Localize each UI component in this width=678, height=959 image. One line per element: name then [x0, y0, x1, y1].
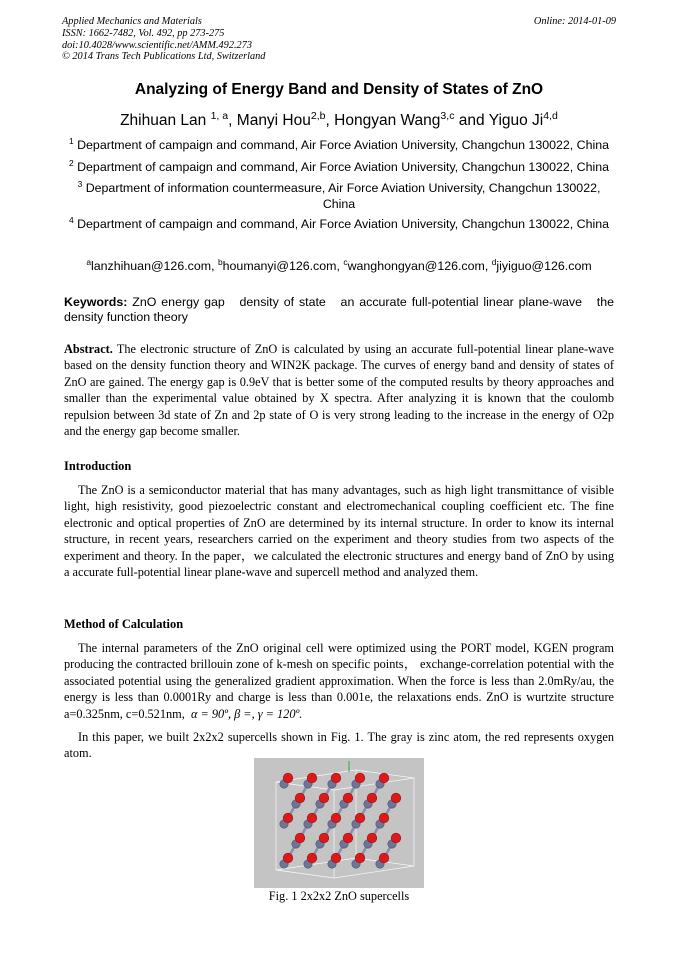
abstract — [64, 341, 614, 439]
oxygen-atom — [355, 813, 365, 823]
affiliation-number: 4 — [68, 214, 74, 225]
method-paragraph-2: In this paper, we built 2x2x2 supercells shown in Fig. 1. The gray is zinc atom, the red represents oxygen atom. — [64, 730, 614, 761]
section-heading-introduction: Introduction — [64, 459, 132, 473]
email-separator: , — [211, 259, 218, 273]
paper-title: Analyzing of Energy Band and Density of States of ZnO — [134, 81, 544, 98]
section-heading-method: Method of Calculation — [64, 617, 184, 631]
keywords — [64, 295, 618, 324]
keywords-label: Keywords: — [64, 295, 128, 309]
oxygen-atom — [379, 773, 389, 783]
oxygen-atom — [319, 793, 329, 803]
affiliation-text: Department of information countermeasure, Air Force Aviation University, Changchun 130022, China — [85, 181, 601, 211]
affiliation-number: 2 — [68, 157, 74, 168]
affiliation-4 — [64, 214, 614, 233]
supercell-figure — [254, 758, 424, 888]
abstract-text: The electronic structure of ZnO is calculated by using an accurate full-potential linear plane-wave based on the density function theory and WIN2K package. The curves of energy band and density of states of ZnO are gained. The energy gap is 0.9eV that is better some of the computed results by theory approaches and smaller than the experimental value obtained by X spectra. After analyzing it is known that the coulomb repulsion between 3d state of Zn and 2p state of O is very strong leading to the increase in the energy of O2p and the energy gap become smaller. — [64, 342, 614, 439]
lattice-angles: α = 90º, β =, γ = 120º. — [190, 706, 303, 721]
email-list — [0, 256, 678, 273]
oxygen-atom — [391, 793, 401, 803]
author-affiliation-marker: 3,c — [440, 109, 455, 122]
author-name: Yiguo Ji — [488, 112, 544, 129]
affiliation-number: 3 — [77, 178, 83, 189]
introduction-paragraph: The ZnO is a semiconductor material that has many advantages, such as high light transmittance of visible light, high resistivity, good piezoelectric constant and electromechanical coupling coefficient etc. The fine electronic and optical properties of ZnO are determined by its internal structure. In order to know its internal structure, in recent years, researchers carried on the experiment and theory studies from two aspects of the experiment and theory. In the paper，we calculated the electronic structures and energy band of ZnO by using a accurate full-potential linear plane-wave and supercell method and analyzed them. — [64, 483, 614, 580]
oxygen-atom — [367, 833, 377, 843]
figure-caption: Fig. 1 2x2x2 ZnO supercells — [268, 889, 410, 903]
oxygen-atom — [343, 833, 353, 843]
journal-name: Applied Mechanics and Materials — [62, 16, 202, 27]
email-marker: a — [86, 256, 92, 267]
email-marker: b — [217, 256, 223, 267]
oxygen-atom — [355, 773, 365, 783]
email-marker: c — [343, 256, 348, 267]
email-address[interactable]: lanzhihuan@126.com — [91, 259, 212, 273]
oxygen-atom — [307, 813, 317, 823]
affiliation-3 — [64, 178, 614, 212]
journal-issn: ISSN: 1662-7482, Vol. 492, pp 273-275 — [62, 27, 225, 39]
author-affiliation-marker: 1, a — [210, 109, 229, 122]
author-affiliation-marker: 2,b — [310, 109, 326, 122]
email-address[interactable]: wanghongyan@126.com — [347, 259, 485, 273]
email-separator: , — [336, 259, 344, 273]
oxygen-atom — [331, 813, 341, 823]
oxygen-atom — [307, 853, 317, 863]
oxygen-atom — [319, 833, 329, 843]
author-separator: , — [228, 112, 237, 129]
method-text: The internal parameters of the ZnO original cell were optimized using the PORT model, KGEN program producing the contracted brillouin zone of k-mesh on specific points， exchange-correlation potential with the associated potential using the generalized gradient approximation. When the force is less than 2.0mRy/au, the energy is less than 0.0001Ry and charge is less than 0.001e, the relaxations ends. ZnO is wurtzite structure a=0.325nm, c=0.521nm, — [64, 641, 614, 721]
oxygen-atom — [295, 833, 305, 843]
author-separator: and — [454, 112, 489, 129]
author-name: Manyi Hou — [236, 112, 311, 129]
oxygen-atom — [295, 793, 305, 803]
oxygen-atom — [283, 773, 293, 783]
affiliation-text: Department of campaign and command, Air Force Aviation University, Changchun 130022, China — [77, 160, 610, 174]
affiliation-1 — [64, 135, 614, 154]
affiliation-number: 1 — [68, 135, 74, 146]
oxygen-atom — [355, 853, 365, 863]
author-name: Zhihuan Lan — [120, 112, 207, 129]
author-name: Hongyan Wang — [334, 112, 441, 129]
oxygen-atom — [367, 793, 377, 803]
oxygen-atom — [307, 773, 317, 783]
email-address[interactable]: houmanyi@126.com — [222, 259, 337, 273]
supercell-illustration — [254, 758, 424, 888]
oxygen-atom — [379, 813, 389, 823]
oxygen-atom — [331, 773, 341, 783]
journal-doi: doi:10.4028/www.scientific.net/AMM.492.273 — [62, 39, 252, 51]
oxygen-atom — [391, 833, 401, 843]
online-date: Online: 2014-01-09 — [533, 16, 616, 27]
affiliation-text: Department of campaign and command, Air Force Aviation University, Changchun 130022, China — [77, 217, 610, 231]
oxygen-atom — [283, 813, 293, 823]
oxygen-atom — [343, 793, 353, 803]
keywords-text: ZnO energy gap density of state an accurate full-potential linear plane-wave the density function theory — [64, 295, 618, 324]
abstract-label: Abstract. — [64, 342, 113, 356]
affiliation-text: Department of campaign and command, Air Force Aviation University, Changchun 130022, China — [77, 138, 610, 152]
author-separator: , — [325, 112, 335, 129]
author-affiliation-marker: 4,d — [543, 109, 558, 122]
journal-copyright: © 2014 Trans Tech Publications Ltd, Switzerland — [62, 51, 266, 63]
oxygen-atom — [379, 853, 389, 863]
method-paragraph — [64, 640, 614, 722]
oxygen-atom — [283, 853, 293, 863]
oxygen-atom — [331, 853, 341, 863]
email-marker: d — [491, 256, 497, 267]
email-address[interactable]: jiyiguo@126.com — [496, 259, 592, 273]
affiliation-2 — [64, 157, 614, 176]
email-separator: , — [484, 259, 492, 273]
author-list — [0, 109, 678, 130]
journal-header — [62, 16, 265, 63]
